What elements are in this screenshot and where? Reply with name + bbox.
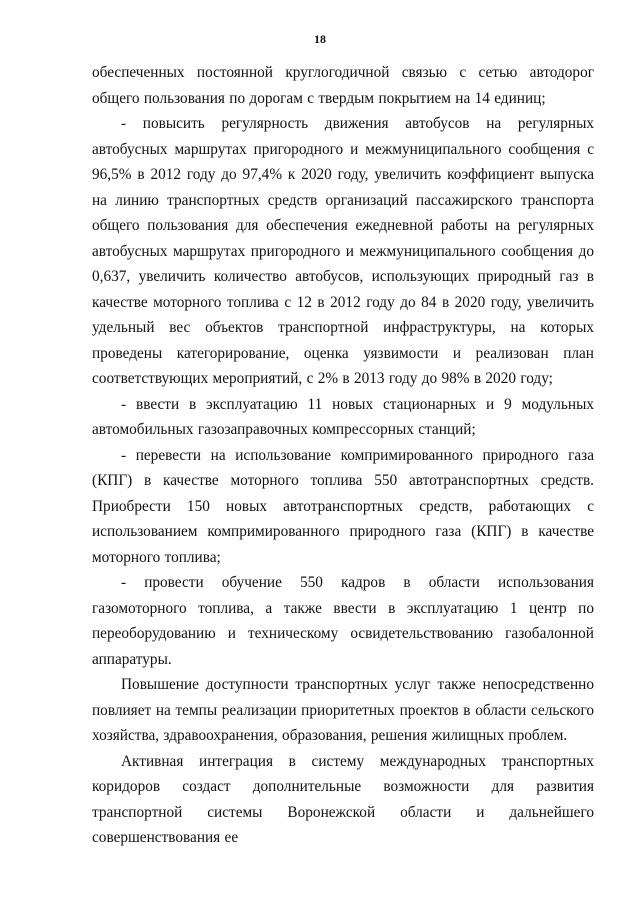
bullet-paragraph-bus-regularity: - повысить регулярность движения автобусов на регулярных автобусных маршрутах пригородного и межмуниципального сообщения с 96,5% в 2012 году до 97,4% к 2020 году, увеличить коэффициент выпуска на линию транспортных средств организаций пассажирского транспорта общего пользования для обеспечения ежедневной работы на регулярных автобусных маршрутах пригородного и межмуниципального сообщения до 0,637, увеличить количество автобусов, использующих природный газ в качестве моторного топлива с 12 в 2012 году до 84 в 2020 году, увеличить удельный вес объектов транспортной инфраструктуры, на которых проведены категорирование, оценка уязвимости и реализован план соответствующих мероприятий, с 2% в 2013 году до 98% в 2020 году;: [92, 115, 594, 387]
paragraph-continuation: обеспеченных постоянной круглогодичной связью с сетью автодорог общего пользования по дорогам с твердым покрытием на 14 единиц;: [92, 64, 594, 107]
bullet-paragraph-gas-stations: - ввести в эксплуатацию 11 новых стационарных и 9 модульных автомобильных газозаправочных компрессорных станций;: [92, 395, 594, 438]
bullet-paragraph-training: - провести обучение 550 кадров в области использования газомоторного топлива, а также ввести в эксплуатацию 1 центр по переоборудованию и техническому освидетельствованию газобалонной аппаратуры.: [92, 574, 594, 668]
document-body: [92, 60, 594, 851]
paragraph-accessibility: Повышение доступности транспортных услуг также непосредственно повлияет на темпы реализации приоритетных проектов в области сельского хозяйства, здравоохранения, образования, решения жилищных проблем.: [92, 676, 594, 744]
bullet-paragraph-cng-vehicles: - перевести на использование компримированного природного газа (КПГ) в качестве моторного топлива 550 автотранспортных средств. Приобрести 150 новых автотранспортных средств, работающих с использованием компримированного природного газа (КПГ) в качестве моторного топлива;: [92, 446, 594, 566]
paragraph-integration: Активная интеграция в систему международных транспортных коридоров создаст дополнительные возможности для развития транспортной системы Воронежской области и дальнейшего совершенствования ее: [92, 752, 594, 846]
page-number: 18: [314, 32, 326, 46]
